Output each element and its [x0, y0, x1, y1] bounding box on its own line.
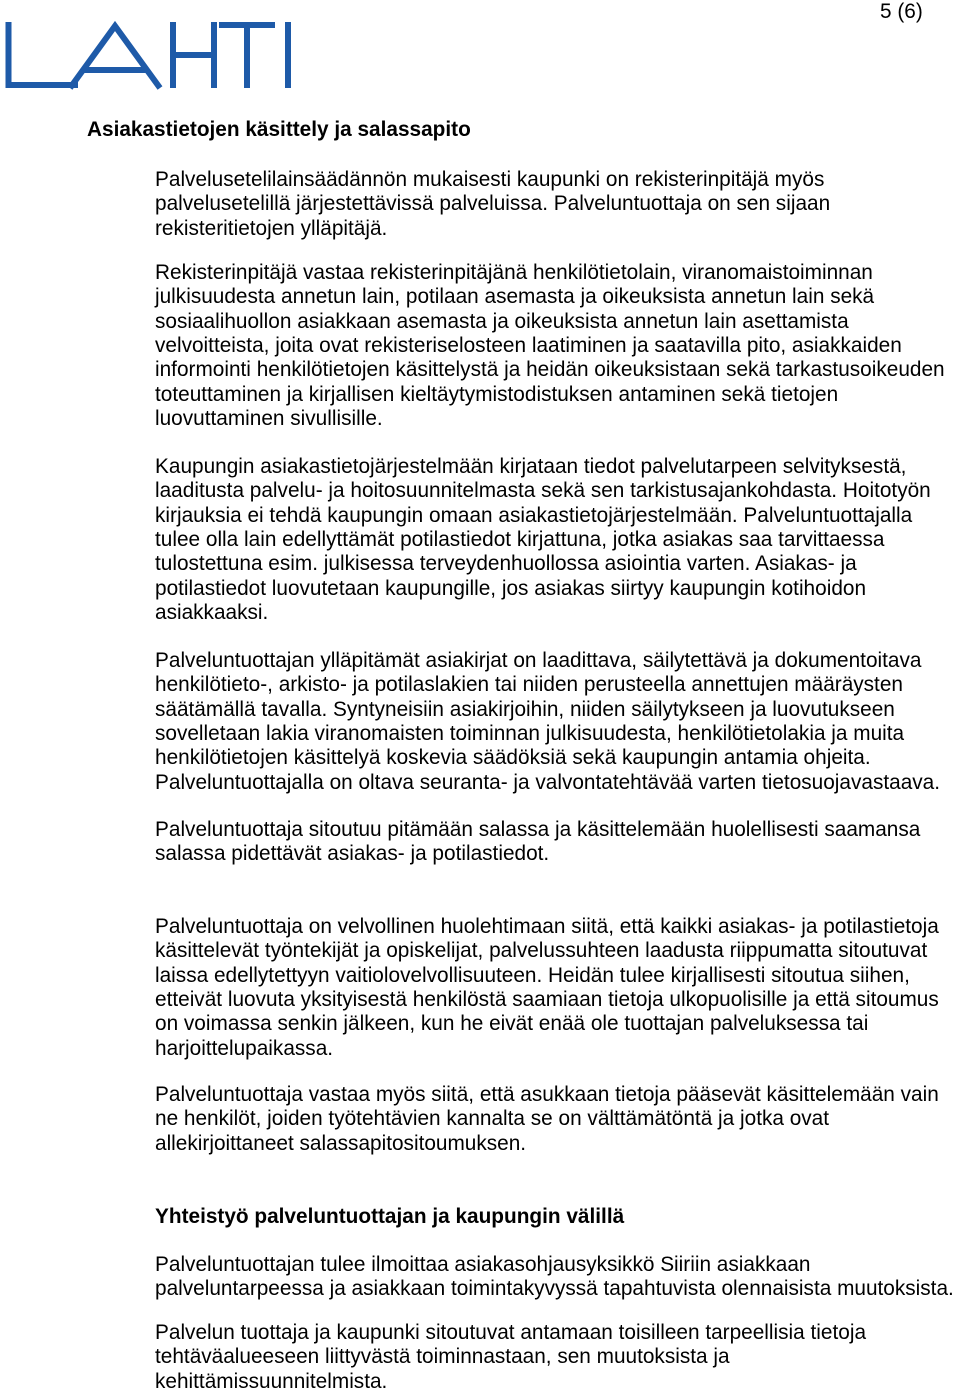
lahti-logo [0, 18, 300, 93]
text-line: Palveluntuottaja sitoutuu pitämään salassa ja käsittelemään huolellisesti saamansa [155, 818, 921, 841]
text-line: toteuttaminen ja kirjallisen kieltäytymistodistuksen antaminen sekä tietojen [155, 382, 839, 406]
text-line: laissa edellytettyyn vaitiolovelvollisuuteen. Heidän tulee kirjallisesti sitoutua siihen, [155, 963, 910, 987]
text-line: Palvelusetelilainsäädännön mukaisesti kaupunki on rekisterinpitäjä myös [155, 168, 825, 191]
lahti-logo-graphic [0, 18, 300, 93]
text-line: laaditusta palvelu- ja hoitosuunnitelmasta sekä sen tarkistusajankohdasta. Hoitotyön [155, 479, 931, 503]
page-number: 5 (6) [880, 0, 923, 23]
paragraph-confidentiality-commitment [155, 818, 955, 867]
text-line: Kaupungin asiakastietojärjestelmään kirjataan tiedot palvelutarpeen selvityksestä, [155, 455, 907, 478]
text-line: Palveluntuottaja on velvollinen huolehtimaan siitä, että kaikki asiakas- ja potilastietoja [155, 915, 939, 938]
paragraph-document-retention [155, 649, 955, 795]
text-line: luovuttaminen sivullisille. [155, 407, 383, 431]
paragraph-change-notification [155, 1253, 955, 1302]
text-line: asiakkaaksi. [155, 601, 269, 625]
text-line: allekirjoittaneet salassapitositoumuksen. [155, 1131, 527, 1155]
text-line: henkilötieto-, arkisto- ja potilaslakien tai niiden perusteella annettujen määräysten [155, 673, 903, 697]
text-line: Palveluntuottajalla on oltava seuranta- ja valvontatehtävää varten tietosuojavastaava. [155, 770, 941, 794]
text-line: potilastiedot luovutetaan kaupungille, jos asiakas siirtyy kaupungin kotihoidon [155, 576, 867, 600]
paragraph-access-restriction [155, 1083, 955, 1156]
text-line: kehittämissuunnitelmista. [155, 1369, 388, 1393]
text-line: säätämällä tavalla. Syntyneisiin asiakirjoihin, niiden säilytykseen ja luovutukseen [155, 697, 895, 721]
paragraph-registry-controller [155, 168, 955, 241]
paragraph-controller-obligations [155, 261, 955, 431]
text-line: Rekisterinpitäjä vastaa rekisterinpitäjänä henkilötietolain, viranomaistoiminnan [155, 261, 873, 284]
text-line: on voimassa senkin jälkeen, kun he eivät enää ole tuottajan palveluksessa tai [155, 1012, 869, 1036]
text-line: käsittelevät työntekijät ja opiskelijat, palvelussuhteen laadusta riippumatta sitoutuvat [155, 939, 928, 963]
text-line: harjoittelupaikassa. [155, 1036, 334, 1060]
text-line: sovelletaan lakia viranomaisten toiminnan julkisuudesta, henkilötietolakia ja muita [155, 722, 905, 746]
text-line: Palveluntuottajan ylläpitämät asiakirjat on laadittava, säilytettävä ja dokumentoitava [155, 649, 922, 672]
text-line: rekisteritietojen ylläpitäjä. [155, 216, 388, 240]
text-line: informointi henkilötietojen käsittelystä ja heidän oikeuksistaan sekä tarkastusoikeuden [155, 358, 945, 382]
text-line: Palveluntuottaja vastaa myös siitä, että asukkaan tietoja pääsevät käsittelemään vain [155, 1083, 939, 1106]
text-line: salassa pidettävät asiakas- ja potilastiedot. [155, 842, 550, 866]
text-line: Palvelun tuottaja ja kaupunki sitoutuvat antamaan toisilleen tarpeellisia tietoja [155, 1321, 867, 1344]
text-line: Palveluntuottajan tulee ilmoittaa asiakasohjausyksikkö Siiriin asiakkaan [155, 1253, 811, 1276]
text-line: tulostettuna esim. julkisessa terveydenhuollossa asiointia varten. Asiakas- ja [155, 552, 857, 576]
text-line: sosiaalihuollon asiakkaan asemasta ja oikeuksista annetun lain asettamista [155, 309, 849, 333]
section-heading-confidentiality: Asiakastietojen käsittely ja salassapito [87, 118, 471, 141]
text-line: etteivät luovuta yksityisestä henkilöstä saamiaan tietoja ulkopuolisille ja että sitoumus [155, 988, 939, 1012]
section-heading-cooperation: Yhteistyö palveluntuottajan ja kaupungin välillä [155, 1205, 625, 1228]
text-line: henkilötietojen käsittelyä koskevia säädöksiä sekä kaupungin antamia ohjeita. [155, 746, 871, 770]
paragraph-information-exchange [155, 1321, 955, 1394]
text-line: palveluntarpeessa ja asiakkaan toimintakyvyssä tapahtuvista olennaisista muutoksista. [155, 1277, 954, 1301]
text-line: julkisuudesta annetun lain, potilaan asemasta ja oikeuksista annetun lain sekä [155, 285, 875, 309]
paragraph-staff-confidentiality [155, 915, 955, 1061]
text-line: kirjauksia ei tehdä kaupungin omaan asiakastietojärjestelmään. Palveluntuottajalla [155, 503, 913, 527]
paragraph-client-information-system [155, 455, 955, 625]
text-line: ne henkilöt, joiden työtehtävien kannalta se on välttämätöntä ja jotka ovat [155, 1107, 830, 1131]
text-line: palvelusetelillä järjestettävissä palveluissa. Palveluntuottaja on sen sijaan [155, 192, 831, 216]
text-line: tehtäväalueeseen liittyvästä toiminnastaan, sen muutoksista ja [155, 1345, 730, 1369]
text-line: tulee olla lain edellyttämät potilastiedot kirjattuna, jotka asiakas saa tarvittaessa [155, 528, 885, 552]
text-line: velvoitteista, joita ovat rekisteriselosteen laatiminen ja saatavilla pito, asiakkaiden [155, 334, 902, 358]
